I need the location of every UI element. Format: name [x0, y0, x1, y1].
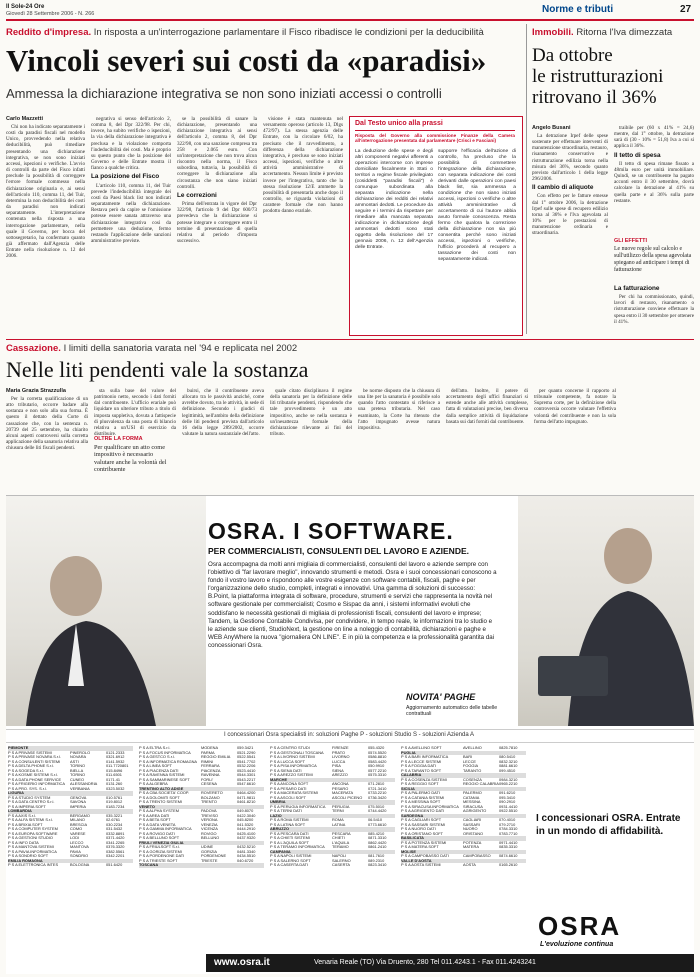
- dealer-row: P S A MANTOVA SISTEMI MANTOVA 0376.3320: [8, 844, 125, 849]
- address: Venaria Reale (TO) Via Druento, 280 Tel 011.4243.1 - Fax 011.4243241: [314, 959, 536, 966]
- dealer-region: TOSCANA: [139, 863, 264, 868]
- side-column-2-lower: [614, 283, 694, 334]
- dealer-table-3: [270, 746, 395, 931]
- pullquote-title: OLTRE LA FORMA: [94, 436, 143, 442]
- dealer-row: P S A ASCOLI SOFT ASCOLI PICENO 0736.3420: [270, 794, 387, 800]
- prassi-box-title: Dal Testo unico alla prassi: [355, 120, 443, 127]
- dealer-row: P S A ALPHA SYSTEM PADOVA 049.8070: [139, 808, 254, 813]
- dealer-row: P S A PRIVASE NOVARA S.r.l. NOVARA 0321.6912: [8, 754, 125, 759]
- main-column-1: [6, 124, 85, 334]
- dealer-row: P S A PERUGIA INFORMATICA PERUGIA 075.5010: [270, 803, 385, 809]
- main-byline: Carlo Mazzetti: [6, 116, 43, 122]
- dealer-row: P S A TARANTO SOFT TARANTO 099.4510: [401, 767, 516, 773]
- prassi-col-a: [355, 149, 433, 329]
- prassi-item-title: [355, 133, 515, 147]
- dealer-row: P S A AREZZO SISTEMI AREZZO 0575.3310: [270, 772, 387, 777]
- dealer-row: P S A FRIULSOFT S.r.l. UDINE 0432.5210: [139, 844, 256, 849]
- ad-subtitle: PER COMMERCIALISTI, CONSULENTI DEL LAVORO E AZIENDE.: [208, 546, 469, 556]
- dealer-region: TRENTINO ALTO ADIGE: [139, 787, 264, 792]
- main-kicker-label: Reddito d'impresa.: [6, 27, 92, 38]
- main-col1-text: Chi non ha indicato separatamente i costi da paradisi fiscali nel modello Unico, provvedendo nella relativa deducibilità, può rimediare presentando una dichiarazione integrativa, se non sono iniziati accessi, ispezioni o verifiche. L'avvio di controlli da parte del Fisco infatti preclude la possibilità di correggere l'errore formale commesso nella dichiarazione originaria e, ai sensi dell'articolo 110, comma 11, del Tuir, determina la non deducibilità dei costi da paradisi non indicati separatamente. L'interpretazione contenuta nella risposta a una interrogazione parlamentare, nella quale il Governo, per bocca del sottosegretario, ha confermato quanto già affermato dall'Agenzia delle Entrate nella risoluzione n. 12 del 2006.: [6, 124, 85, 260]
- dealer-row: P S A PESCARA DATI PESCARA 085.4210: [270, 830, 385, 836]
- dealer-region: MARCHE: [270, 778, 395, 783]
- side-col1-text: La detrazione Irpef delle spese sostenute per effettuare interventi di manutenzione straordinaria, restauro, risanamento conservativo e ristrutturazione edilizia torna nella misura del 36%, secondo quanto previsto dall'articolo 1 della legge 296/2006.: [532, 133, 608, 183]
- dealer-row: P S A DATA PHONE SERVICE CUNEO 0171.41: [8, 776, 121, 782]
- side-col1-heading: Il cambio di aliquote: [532, 184, 594, 192]
- ad-title: OSRA. I SOFTWARE.: [208, 518, 454, 544]
- dealer-row: P S A CAMPOBASSO DATI CAMPOBASSO 0874.6610: [401, 853, 518, 858]
- dealer-row: P S A CHIETI SISTEMI CHIETI 0871.3310: [270, 835, 387, 840]
- dealer-row: P S A CATANIA SISTEMI CATANIA 095.3410: [401, 794, 516, 800]
- main-col2-heading: La posizione del Fisco: [91, 173, 160, 181]
- side-infobox-text: Le nuove regole sul calcolo e sull'utilizzo della spesa agevolata spiegano ad anticipare i tempi di fatturazione: [614, 246, 692, 273]
- side-col2b-text: Il tetto di spesa rimane fissato a 48mila euro per unità immobiliare. Quindi, se un contribuente ha pagato acconti entro il 30 settembre, dovrà calcolare la detrazione al 41% su quella parte e al 36% sulla parte restante.: [614, 160, 694, 204]
- dealer-row: P S A MATERA SOFT MATERA 0835.3310: [401, 844, 518, 849]
- dealer-row: P S A REGGIO SOFT REGGIO CALABRIA 0965.2210: [401, 781, 518, 786]
- dealer-region: FRIULI VENEZIA GIULIA: [139, 841, 264, 846]
- dealer-region: MOLISE: [401, 850, 526, 855]
- cassazione-column-6: [446, 388, 528, 488]
- cassazione-column-7: [534, 388, 616, 488]
- dealer-row: P S A AVELLINO SOFT AVELLINO 0825.7810: [401, 745, 518, 750]
- ad-strip-text: I concessionari Osra specialisti in: soluzioni Paghe P - soluzioni Studio S - soluzioni Azienda A: [224, 732, 475, 738]
- cassazione-pullquote: [94, 436, 176, 488]
- page-number: 27: [680, 4, 692, 15]
- dealer-row: P S A SALERNO SOFT SALERNO 089.2310: [270, 857, 385, 863]
- cassazione-column-5: [358, 388, 440, 488]
- cassazione-column-2: [94, 388, 176, 438]
- dealer-row: P S A L'AQUILA SOFT L'AQUILA 0862.4420: [270, 839, 387, 845]
- main-col2-text: negrativa si senso dell'articolo 2, comma 8, del Dpr 322/98. Per chi, invece, ha subito verifiche o ispezioni, la via della dichiarazione integrativa è preclusa e la violazione comporta l'indeducibilità dei costi. Ma è proprio su questo punto che la posizione del Governo e delle Entrate mostra il fianco a qualche critica.: [91, 116, 171, 172]
- side-kicker: [532, 27, 672, 38]
- main-col2b-text: L'articolo 110, comma 11, del Tuir prevede l'indeducibilità integrale dei costi da Paesi black list non indicati separatamente nella dichiarazione. Restava però da capire se l'omissione potesse essere sanata attraverso una dichiarazione integrativa così da permettere una deduzione, fermo restando l'applicazione delle sanzioni amministrative previste.: [91, 182, 171, 244]
- dealer-region: VENETO: [139, 805, 264, 810]
- dealer-row: P S A TERAMO INFORMATICA TERAMO 0861.2410: [270, 844, 387, 849]
- novita-paghe-box: [406, 692, 516, 722]
- cassazione-col6-text: dell'atto. Inoltre, il potere di accertamento degli uffici finanziari si estende anche alle attività complesse, fatta di valutazioni precise, ben diversa dalla semplice attività di liquidazione basata sui dati forniti dal contribuente.: [446, 388, 528, 425]
- cassazione-col7-text: per quanto concerne il rapporto al tribunale competente, fa notare la Suprema corte, per la definizione della controversia occorre valutare l'effettiva volontà del contribuente e non la sola forma dell'atto impugnato.: [534, 388, 616, 425]
- dealer-row: P S A CBA SOCIETA' COOP. ROVERETO 0464.4200: [139, 790, 256, 795]
- dealer-row: P S A INFO DATA LECCO 0341.2265: [8, 839, 125, 845]
- osra-logo-tagline: L'evoluzione continua: [540, 941, 614, 948]
- dealer-row: P S A GORIZIA SISTEMI GORIZIA 0481.3340: [139, 848, 256, 854]
- dealer-row: P S A EUROPA SOFTWARE VARESE 0332.8891: [8, 830, 125, 836]
- dealer-row: P S A BRIXIA SOFT BRESCIA 030.2234: [8, 821, 123, 827]
- cassazione-rule: [6, 339, 694, 340]
- masthead: [6, 4, 694, 18]
- prassi-box: [349, 116, 523, 336]
- dealer-row: P S A NUORO DATI NUORO 0784.3310: [401, 826, 518, 831]
- dealer-row: P S A SONDRIO SOFT SONDRIO 0342.2201: [8, 853, 125, 858]
- cassazione-column-4: [270, 388, 352, 488]
- dealer-row: P S A LIVORNO SISTEMI LIVORNO 0586.8810: [270, 754, 387, 759]
- main-kicker-text: In risposta a un'interrogazione parlamentare il Fisco ribadisce le condizioni per la deducibilità: [93, 27, 484, 38]
- dealer-region: UMBRIA: [270, 800, 395, 805]
- dealer-row: P S A MESSINA SOFT MESSINA 090.2910: [401, 799, 516, 804]
- dealer-row: P S A ORISTANO SOFT ORISTANO 0783.7710: [401, 830, 518, 836]
- side-headline-line-3: ritrovano il 36%: [532, 87, 657, 108]
- dealer-row: P S A POTENZA SISTEMI POTENZA 0971.4410: [401, 839, 518, 845]
- dealer-region: SARDEGNA: [401, 814, 526, 819]
- dealer-row: P S A AGRIGENTO DATI AGRIGENTO 0922.5510: [401, 808, 518, 813]
- dealer-row: P S A LUCCA SOFT LUCCA 0583.4420: [270, 758, 387, 764]
- osra-logo-text: OSRA: [538, 911, 622, 941]
- main-column-3: [177, 116, 257, 334]
- dealer-row: P S A DATA VENETA VENEZIA 041.5320: [139, 821, 254, 827]
- dealer-row: P S A COMPUTER SYSTEM COMO 031.5432: [8, 826, 123, 831]
- side-headline-line-2: le ristrutturazioni: [532, 66, 664, 87]
- side-col2c-text: Per chi ha commissionato, quindi, lavori di restauro, risanamento o ristrutturazione conviene effettuare la spesa entro il 30 settembre per ottenere il 41%.: [614, 294, 694, 325]
- dealer-region: CALABRIA: [401, 773, 526, 778]
- dealer-row: P S A BELLUNO SOFT BELLUNO 0437.9320: [139, 835, 256, 840]
- dealer-region: LOMBARDIA: [8, 809, 133, 814]
- dealer-row: P S A CAGLIARI SOFT CAGLIARI 070.4010: [401, 817, 516, 822]
- side-col1b-text: Con effetto per le fatture emesse dal 1° ottobre 2006, la detrazione Irpef sulle spese di recupero edilizio torna al 36% e l'Iva agevolata al 10% per le prestazioni di manutenzione ordinaria e straordinaria.: [532, 193, 608, 237]
- dealer-row: P S A ALGEBRA CESENA 0547.6610: [139, 781, 256, 786]
- dealer-row: P S A DELTA PHONE S.r.l. TORINO 011.7720801: [8, 763, 129, 768]
- cassazione-byline: Maria Grazia Strazzulla: [6, 388, 66, 394]
- cassazione-kicker-label: Cassazione.: [6, 343, 61, 354]
- dealer-row: P S A ANCONA SOFT ANCONA 071.2810: [270, 781, 385, 786]
- dealer-region: PIEMONTE: [8, 746, 133, 751]
- prassi-col-a-text: La deduzione delle spese e degli altri componenti negativi afferenti a operazioni intercorse con imprese domiciliate fiscalmente in Stati o territori a regime fiscale privilegiato (cosiddetti "paradisi fiscali") è comunque subordinata alla separata indicazione nella dichiarazione dei redditi dei relativi ammontari dedotti. Le procedure da seguire e i termini da rispettare per rimediare alla mancata separata indicazione in dichiarazione degli ammontari dedotti sono stati oggetto della risoluzione del 17 gennaio 2006, n. 12 dell'Agenzia delle Entrate.: [355, 149, 433, 250]
- dealer-region: PUGLIA: [401, 751, 526, 756]
- main-col3b-text: Prima dell'entrata in vigore del Dpr 322/98, l'articolo 9 del Dpr 600/73 prevedeva che la dichiarazione si potesse integrare o correggere entro il termine di presentazione di quella relativa al periodo d'imposta successivo.: [177, 201, 257, 244]
- dealer-row: P S A IMPERIA SOFT IMPERIA 0183.7234: [8, 803, 125, 809]
- dealer-row: P S A NAPOLI SISTEMI NAPOLI 081.7610: [270, 853, 385, 858]
- dealer-row: P S A BETA SOFT VERONA 045.8200: [139, 817, 254, 822]
- person-silhouette-left: [6, 496, 206, 726]
- dealer-row: P S A SAMMARINESE SOFT FORLI' 0543.2217: [139, 776, 256, 782]
- ad-photo-right: [518, 496, 694, 726]
- side-infobox: [614, 238, 694, 280]
- cassazione-col3-text: buirsi, che il contribuente aveva allocato tra le passività anziché, come avrebbe dovuto, tra le attività, in sede di definizione. Secondo i giudici di legittimità, nell'ambito della definizione delle liti pendenti prevista dall'articolo 16 della legge 289/2002, occorre valutare la natura sostanziale dell'atto.: [182, 388, 264, 438]
- side-col2-text: traibile per (60 x 41% = 24,6) mentre, dal 1° ottobre, la detrazione sarà di (30 - 10% = 51,8) Iva a cui si applica il 36%.: [614, 125, 694, 150]
- dealer-row: P S A PAVIA INFORMATICA PAVIA 0382.5561: [8, 848, 125, 854]
- main-headline: Vincoli severi sui costi da «paradisi»: [6, 43, 487, 78]
- main-subhead: Ammessa la dichiarazione integrativa se non sono iniziati accessi o controlli: [6, 86, 442, 101]
- dealer-row: P S A PORDENONE DATI PORDENONE 0434.5510: [139, 853, 256, 858]
- dealer-row: P S A ELETTRONICA INTES BOLOGNA 051.6420: [8, 862, 123, 867]
- dealer-row: P S A BARI INFORMATICA BARI 080.5410: [401, 754, 516, 759]
- dealer-row: P S A PESARO DATI PESARO 0721.3410: [270, 785, 387, 791]
- side-column-1: [532, 133, 608, 334]
- dealer-table-4: [401, 746, 526, 931]
- prassi-item-title-text: Risposta del Governo alla commissione Finanze della Camera all'interrogazione presentata dal parlamentare (Criscì e Fasciani): [355, 133, 515, 144]
- dealer-row: P S A ELTRA S.r.l. MODENA 059.3421: [139, 745, 254, 750]
- dealer-row: P S A COSENZA SISTEMI COSENZA 0984.3210: [401, 776, 518, 782]
- dealer-row: P S A DOLOMITI SOFT BOLZANO 0471.9811: [139, 794, 256, 800]
- dealer-region: EMILIA ROMAGNA: [8, 859, 133, 864]
- dealer-row: P S A FRIGERIO INFORMATICA ALESSANDRIA 0131.260: [8, 781, 123, 786]
- main-col4-text: visione è stata mantenuta nel versamento operoso (articolo 13, Dlgs 472/97). La stessa agenzia delle Entrate, con la circolare 6/02, ha precisato che il ravvedimento, a differenza della dichiarazione integrativa, è precluso se sono iniziati accessi, ispezioni, verifiche o altre attività amministrative di accertamento. Nessun limite è previsto invece per l'integrativa, tanto che la stessa risoluzione 12/E ammette la possibilità di presentarla anche dopo il controllo, se riguarda violazioni di carattere formale che non hanno prodotto danno erariale.: [263, 116, 343, 215]
- dealer-table-1: [8, 746, 133, 931]
- prassi-box-rule: [355, 130, 515, 131]
- dealer-region: SICILIA: [401, 787, 526, 792]
- main-col3-text: se la possibilità di sanare la dichiarazione, presentando una dichiarazione integrativa ai sensi dell'articolo 2, comma 8, del Dpr 322/98, con una sanzione compresa tra 258 e 2.065 euro. Con un'interpretazione che non trova alcun riscontro nella norma, il Fisco subordina, tuttavia, la possibilità di correggere la dichiarazione alla circostanza che non siano iniziati controlli.: [177, 116, 257, 190]
- dealer-row: P S A PISA INFORMATICA PISA 050.9910: [270, 763, 385, 768]
- novita-text: Aggiornamento automatico delle tabelle contrattuali: [406, 705, 498, 717]
- cassazione-kicker: [6, 343, 297, 354]
- dealer-table-2: [139, 746, 264, 931]
- dealer-row: P S A TRENTO SISTEMI TRENTO 0461.8210: [139, 799, 256, 804]
- side-byline: Angelo Busani: [532, 125, 571, 131]
- novita-title: NOVITA' PAGHE: [406, 692, 476, 702]
- person-silhouette-right: [518, 496, 694, 726]
- ad-slogan: I concessionari OSRA. Entrate in un mondo di affidabilità.: [536, 813, 681, 837]
- dealer-row: P S A LINEA SOFT FERRARA 0532.2206: [139, 763, 256, 768]
- dealer-row: P S A CASERTA DATI CASERTA 0823.3410: [270, 862, 387, 867]
- dealer-region: LIGURIA: [8, 791, 133, 796]
- column-separator: [526, 24, 527, 334]
- dealer-row: P S A TERNI DATI TERNI 0744.4420: [270, 808, 387, 813]
- main-column-4: [263, 116, 343, 334]
- ad-body: Osra accompagna da molti anni migliaia di commercialisti, consulenti del lavoro e aziende sempre con l'obiettivo di "far lavorare meglio", innovando strumenti e metodi. Osra e i suoi concessionari conoscono a fondo il vostro lavoro e rispondono alle vostre esigenze con software contabili, fiscali, paghe e per l'organizzazione dello studio, completi, integrati e innovativi. Una gamma di soluzioni di successo: B.Point, la piattaforma integrata di software, procedure, strumenti e servizi che rappresenta la novità nel software gestionale per commercialisti; Cosmo e Sispac da anni, i sistemi informativi evoluti che soddisfano le necessità gestionali di migliaia di professionisti fiscali, consulenti del lavoro e imprese; Tandem, la Gestione Contabile Condivisa, per condividere, in tempo reale, le informazioni tra lo studio e le aziende sue clienti, StudioNext, la gestione on line a noleggio di contabilità, dichiarazioni e paghe e WEB AnyWhere la nuova "giornaliera ON LINE". E in più la competenza e la professionalità garantita dai concessionari Osra.: [208, 561, 497, 649]
- dealer-row: P S A CONSULENTI SISTEMI ASTI 0141.5932: [8, 758, 125, 764]
- section-title: Norme e tributi: [542, 4, 614, 15]
- dealer-row: P S A SIRACUSA INFORMATICA SIRACUSA 0931.4410: [401, 803, 518, 809]
- dealer-region: LAZIO: [270, 814, 395, 819]
- dealer-row: P S A INFORMATICA ROMAGNA RIMINI 0541.7702: [139, 758, 256, 764]
- dealer-row: P S A GESTCO S.r.l. REGGIO EMILIA 0522.5541: [139, 754, 256, 759]
- dealer-row: P S A LATINA SOFT LATINA 0773.6610: [270, 821, 387, 827]
- dealer-row: P S A LECCE SISTEMI LECCE 0832.3210: [401, 758, 518, 764]
- dealer-row: P S A PRIVASE SISTEMI PINEROLO 0121.2333: [8, 749, 125, 755]
- osra-logo: [538, 911, 688, 951]
- dealer-row: P S A RAVENNA SISTEMI RAVENNA 0544.3301: [139, 772, 256, 777]
- cassazione-col1-text: Per la corretta qualificazione di un atto tributario, occorre badare alla sostanza e non solo alla sua forma. È questo il dettato della Corte di cassazione che, con la sentenza n. 20739 del 25 settembre, ha chiarito alcuni aspetti controversi sulla corretta applicazione della sanatoria relativa alla chiusura delle liti fiscali pendenti.: [6, 396, 88, 452]
- dealer-row: P S A CENTRO STUDI FIRENZE 055.4320: [270, 745, 385, 750]
- dealer-row: P S A GESTIONALI TOSCANA PRATO 0574.5520: [270, 749, 387, 755]
- cassazione-col2-text: sta sulla base del valore del patrimonio netto, secondo i dati forniti dal contribuente. L'ufficio erariale può liquidare un ulteriore tributo a titolo di imposta suppletiva, dovuta a fattispecie di plusvalenza da una posta di bilancio relativa a un'USI di esercizio da distribuire.: [94, 388, 176, 438]
- dealer-row: P S A AREA DATI TREVISO 0422.3040: [139, 812, 256, 818]
- main-col3-heading: Le correzioni: [177, 191, 217, 199]
- side-kicker-text: Ritorna l'Iva dimezzata: [576, 27, 673, 38]
- paper-name: Il Sole-24 Ore: [6, 4, 45, 10]
- dealer-row: P S A AOSTA SISTEMI AOSTA 0165.2610: [401, 862, 518, 867]
- dealer-region: ABRUZZO: [270, 827, 395, 832]
- main-column-2: [91, 116, 171, 334]
- pullquote-text: Per qualificare un atto come impositivo è necessario valutare anche la volontà del contribuente: [94, 444, 167, 473]
- main-kicker: [6, 27, 484, 38]
- ad-photo-left: [6, 496, 206, 726]
- masthead-rule: [6, 19, 694, 21]
- dealer-row: P S A PALERMO DATI PALERMO 091.6210: [401, 790, 516, 795]
- ad-strip: [6, 729, 694, 743]
- dealer-row: P S A ROVIGO DATI ROVIGO 0425.4100: [139, 830, 256, 836]
- side-infobox-title: GLI EFFETTI: [614, 238, 647, 244]
- dealer-row: P S A ROMA SISTEMI ROMA 06.5410: [270, 817, 383, 822]
- dealer-row: P S A STUDIO SYSTEM GENOVA 010.5761: [8, 794, 123, 800]
- side-col2-heading: Il tetto di spesa: [614, 151, 661, 159]
- prassi-col-b-text: supporre l'efficacia dell'azione di controllo, ha precluso che la possibilità di commettere l'integrazione della dichiarazione, con separata indicazione dei costi derivanti dalle operazioni con paesi black list, sia ammessa a condizione che non siano iniziati accessi, ispezioni o verifiche o altre attività amministrative di accertamento di cui l'autore abbia avuto formale conoscenza. Resta fermo che qualora la correzione della dichiarazione non sia più consentita perché sono iniziati accessi, ispezioni o verifiche, l'ufficio procederà al recupero a tassazione dei costi non separatamente indicati.: [438, 149, 516, 262]
- dealer-row: P S A FOCUS INFORMATICA PARMA 0521.2290: [139, 749, 256, 755]
- dealer-row: P S A ALFA SISTEMI S.r.l. MILANO 02.6761: [8, 817, 121, 822]
- dealer-region: BASILICATA: [401, 836, 526, 841]
- cassazione-column-1: [6, 396, 88, 488]
- dealer-row: P S A FOGGIA DATI FOGGIA 0881.6610: [401, 763, 518, 768]
- dealer-region: VALLE D'AOSTA: [401, 859, 526, 864]
- side-headline-line-1: Da ottobre: [532, 45, 613, 66]
- dealer-row: P S A GESTIONI STUDIO LODI 0371.4420: [8, 835, 125, 840]
- dealer-row: P S A AXIS S.r.l. BERGAMO 035.3221: [8, 812, 123, 818]
- dealer-row: P S A PIACENZA DATI PIACENZA 0523.4410: [139, 767, 256, 773]
- dealer-row: P S A MACERATA SISTEMI MACERATA 0733.2210: [270, 790, 387, 795]
- dealer-row: P S A GAMMA INFORMATICA VICENZA 0444.2910: [139, 826, 256, 831]
- osra-advertisement: [6, 495, 694, 974]
- cassazione-column-3: [182, 388, 264, 488]
- side-column-2: [614, 125, 694, 237]
- dealer-row: P S A PRO. SYS. S.r.l. VERBANIA 0323.5032: [8, 785, 125, 791]
- dealer-row: P S A SOGEDA S.r.l. BIELLA 015.8496: [8, 767, 123, 773]
- cassazione-col5-text: be norme disposto che la chiusura di una lite per la sanatoria è possibile solo quando l'atto contestato si riferisce a una pretesa tributaria. Nel caso esaminato, la Corte ha ritenuto che l'atto impugnato avesse natura impositiva.: [358, 388, 440, 431]
- cassazione-col4-text: quale citato disciplinava il regime della sanatoria per la definizione delle liti tributarie pendenti, rispondendo che tale provvedimento è un atto impositivo, anche se nella sostanza è un'inesattezza formale della dichiarazione rilevante ai fini del tributo.: [270, 388, 352, 438]
- cassazione-kicker-text: I limiti della sanatoria varata nel '94 e replicata nel 2002: [63, 343, 298, 354]
- website[interactable]: www.osra.it: [214, 957, 270, 968]
- dealer-row: P S A SIENA DATI SIENA 0577.2210: [270, 767, 387, 773]
- issue-date: Giovedì 28 Settembre 2006 - N. 266: [6, 11, 95, 17]
- cassazione-headline: Nelle liti pendenti vale la sostanza: [6, 357, 309, 382]
- ad-footer-bar: [206, 954, 694, 972]
- dealer-row: P S A SASSARI SISTEMI SASSARI 079.2710: [401, 821, 516, 827]
- dealer-row: P S A DATA CENTRO S.r.l. SAVONA 019.8012: [8, 799, 123, 804]
- dealer-row: P S A TRIESTE SOFT TRIESTE 040.6720: [139, 857, 254, 863]
- side-col2-heading-2: La fatturazione: [614, 285, 660, 292]
- prassi-col-b: [438, 149, 516, 329]
- dealer-row: P S A KOSME SISTEMI S.r.l. TORINO 011.6501: [8, 772, 122, 777]
- dealer-region: CAMPANIA: [270, 850, 395, 855]
- side-kicker-label: Immobili.: [532, 27, 574, 38]
